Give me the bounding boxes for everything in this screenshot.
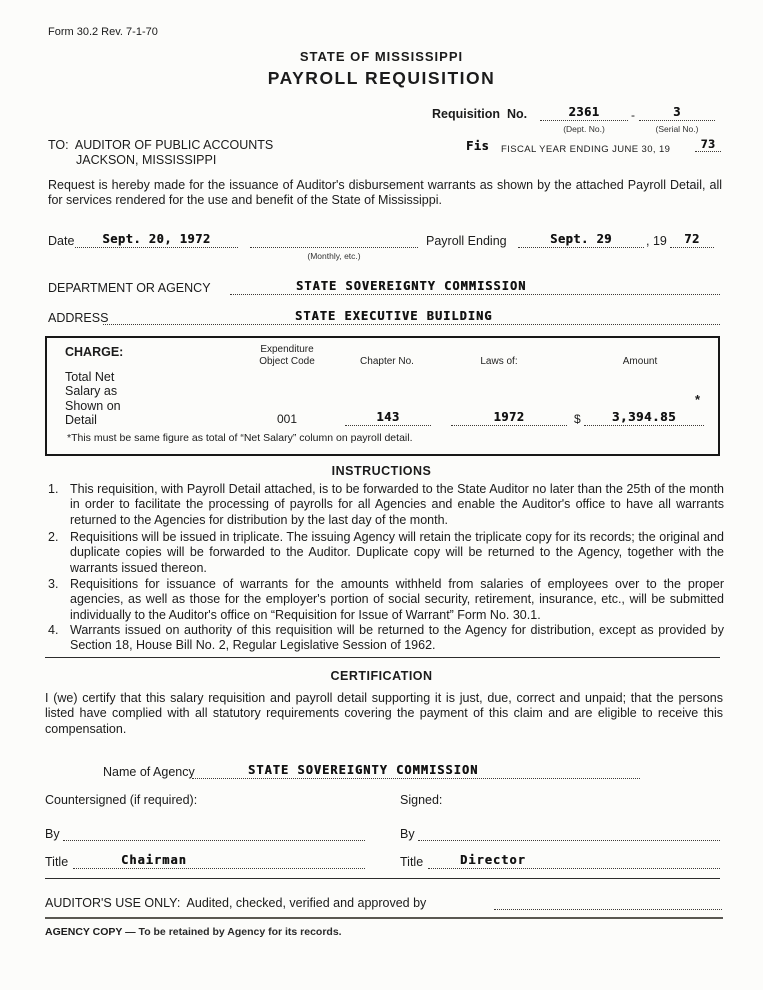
requisition-serial-no-field: 3 (639, 103, 715, 121)
col-expenditure-object-code: Expenditure Object Code (259, 344, 315, 367)
certification-paragraph: I (we) certify that this salary requisition and payroll detail supporting it is just, due, correct and unpaid; that the persons listed have complied with all statutory requirements covering the payment of this claim and are eligible to receive this compensation. (45, 691, 723, 736)
instruction-4-text: Warrants issued on authority of this requisition will be returned to the Agency for distribution, except as provided by Section 18, House Bill No. 2, Regular Legislative Session of 1962. (70, 623, 724, 653)
amount-field: 3,394.85 (584, 408, 704, 426)
form-number: Form 30.2 Rev. 7-1-70 (48, 26, 158, 38)
date-label: Date (48, 234, 75, 248)
instruction-2-text: Requisitions will be issued in triplicate. The issuing Agency will retain the triplicate copy for its records; the original and duplicate copies will be forwarded to the Auditor. Duplicate copy will be returned to the Agency, together with the warrants issued thereon. (70, 530, 724, 575)
instruction-item-2 (48, 530, 724, 576)
instruction-item-1 (48, 482, 724, 528)
department-label: DEPARTMENT OR AGENCY (48, 281, 211, 295)
title-right-label: Title (400, 855, 424, 869)
payroll-ending-field: Sept. 29 (518, 230, 644, 248)
instruction-1-number: 1. (48, 482, 59, 496)
divider-footer (45, 917, 723, 919)
requisition-dept-no-field: 2361 (540, 103, 628, 121)
by-left-label: By (45, 827, 60, 841)
by-right-label: By (400, 827, 415, 841)
instruction-item-3 (48, 577, 724, 623)
monthly-field (250, 230, 418, 248)
fiscal-year-field: 73 (695, 137, 721, 152)
auditor-use-only-label: AUDITOR'S USE ONLY: Audited, checked, verified and approved by (45, 896, 427, 910)
serial-no-caption: (Serial No.) (655, 124, 699, 134)
address-field: STATE EXECUTIVE BUILDING (103, 307, 720, 325)
name-of-agency-label: Name of Agency (103, 765, 195, 779)
by-left-field (63, 823, 365, 841)
col-amount: Amount (622, 356, 658, 367)
charge-row-label-line4: Detail (65, 412, 97, 427)
col-chapter-no: Chapter No. (360, 356, 414, 367)
to-line-2: JACKSON, MISSISSIPPI (76, 153, 217, 167)
fis-typed-text: Fis (466, 139, 490, 153)
address-label: ADDRESS (48, 311, 109, 325)
year-19-label: , 19 (646, 234, 667, 248)
charge-row-label-line3: Shown on (65, 398, 121, 413)
charge-row-label-line2: Salary as (65, 384, 118, 399)
monthly-caption: (Monthly, etc.) (307, 251, 361, 261)
fiscal-year-label: FISCAL YEAR ENDING JUNE 30, 19 (501, 144, 671, 155)
signed-label: Signed: (400, 793, 443, 807)
requisition-no-label: Requisition No. (432, 107, 528, 121)
agency-copy-label: AGENCY COPY (45, 926, 123, 938)
divider-above-auditor (45, 878, 720, 879)
year-field: 72 (670, 230, 714, 248)
charge-label: CHARGE: (65, 345, 124, 359)
title-left-label: Title (45, 855, 69, 869)
instruction-item-4 (48, 623, 724, 654)
requisition-dash: - (631, 108, 635, 122)
instruction-4-number: 4. (48, 623, 59, 637)
dollar-sign: $ (574, 412, 581, 426)
dept-no-caption: (Dept. No.) (563, 124, 605, 134)
agency-copy-note: — To be retained by Agency for its records. (122, 926, 342, 938)
charge-footnote: *This must be same figure as total of “Net Salary” column on payroll detail. (67, 432, 413, 444)
charge-row-label (65, 370, 121, 427)
instructions-title: INSTRUCTIONS (331, 464, 432, 478)
expenditure-code-value: 001 (276, 412, 298, 426)
to-line-1: TO: AUDITOR OF PUBLIC ACCOUNTS (48, 138, 274, 152)
col-laws-of: Laws of: (480, 356, 518, 367)
agency-copy-line (45, 926, 342, 938)
amount-asterisk: * (695, 392, 701, 407)
date-field: Sept. 20, 1972 (75, 230, 238, 248)
charge-row-label-line1: Total Net (65, 370, 115, 384)
name-of-agency-field: STATE SOVEREIGNTY COMMISSION (192, 761, 640, 779)
countersigned-label: Countersigned (if required): (45, 793, 198, 807)
page-title: PAYROLL REQUISITION (267, 68, 496, 88)
chapter-no-field: 143 (345, 408, 431, 426)
approved-by-field (494, 892, 722, 910)
state-title: STATE OF MISSISSIPPI (299, 49, 464, 64)
department-field: STATE SOVEREIGNTY COMMISSION (230, 277, 720, 295)
payroll-ending-label: Payroll Ending (426, 234, 507, 248)
instruction-3-number: 3. (48, 577, 59, 591)
title-left-field: Chairman (73, 851, 365, 869)
laws-of-field: 1972 (451, 408, 567, 426)
divider-above-certification (45, 657, 720, 658)
by-right-field (418, 823, 720, 841)
instruction-1-text: This requisition, with Payroll Detail attached, is to be forwarded to the State Auditor no later than the 25th of the month in order to facilitate the processing of payrolls for all Agencies and enable the Auditor's office to have all warrants returned to the Agencies for distribution by the last day of the month. (70, 482, 724, 527)
instruction-3-text: Requisitions for issuance of warrants for the amounts withheld from salaries of employees over to the proper agencies, as well as those for the employer's portion of social security, retirement, insurance, etc., will be submitted individually to the Auditor's office on “Requisition for Issue of Warrant” Form No. 30.1. (70, 577, 724, 622)
request-paragraph: Request is hereby made for the issuance of Auditor's disbursement warrants as shown by the attached Payroll Detail, all for services rendered for the use and benefit of the State of Mississippi. (48, 178, 722, 208)
charge-box (45, 336, 720, 456)
instruction-2-number: 2. (48, 530, 59, 544)
certification-title: CERTIFICATION (330, 669, 433, 683)
title-right-field: Director (428, 851, 720, 869)
